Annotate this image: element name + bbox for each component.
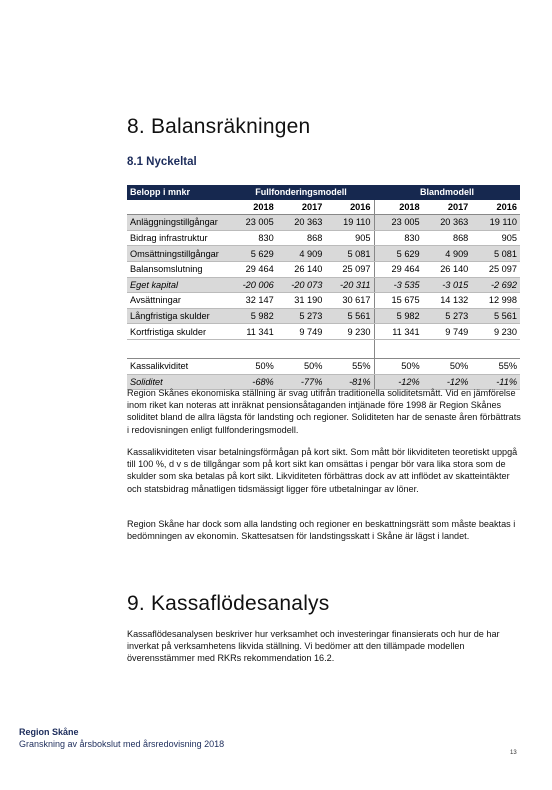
value-cell: -3 535 (374, 277, 423, 293)
value-cell: -20 006 (228, 277, 277, 293)
value-cell: -20 311 (325, 277, 374, 293)
row-label: Bidrag infrastruktur (127, 230, 228, 246)
row-label: Kassalikviditet (127, 358, 228, 374)
value-cell: 19 110 (325, 215, 374, 231)
group-header-blandmodell: Blandmodell (374, 185, 520, 200)
table-row (127, 230, 520, 246)
value-cell: 5 273 (277, 308, 326, 324)
value-cell: 50% (423, 358, 472, 374)
value-cell: 5 081 (471, 246, 520, 262)
spacer-cell (423, 339, 472, 358)
group-header-fullfondering: Fullfonderingsmodell (228, 185, 374, 200)
value-cell: 12 998 (471, 293, 520, 309)
value-cell: 55% (325, 358, 374, 374)
value-cell: 15 675 (374, 293, 423, 309)
row-label: Kortfristiga skulder (127, 324, 228, 340)
value-cell: 50% (228, 358, 277, 374)
value-cell: -68% (228, 374, 277, 390)
year-header-cell: 2018 (374, 200, 423, 215)
value-cell: 5 982 (228, 308, 277, 324)
year-header-cell: 2016 (471, 200, 520, 215)
spacer-cell (228, 339, 277, 358)
section-8-1-subtitle: 8.1 Nyckeltal (127, 156, 197, 168)
spacer-cell (374, 339, 423, 358)
year-header-row (127, 200, 520, 215)
table-row (127, 215, 520, 231)
value-cell: 19 110 (471, 215, 520, 231)
row-label: Omsättningstillgångar (127, 246, 228, 262)
value-cell: -12% (423, 374, 472, 390)
value-cell: 29 464 (374, 261, 423, 277)
value-cell: 14 132 (423, 293, 472, 309)
row-label: Långfristiga skulder (127, 308, 228, 324)
value-cell: 4 909 (277, 246, 326, 262)
table-row (127, 358, 520, 374)
year-header-cell: 2017 (277, 200, 326, 215)
year-header-cell: 2016 (325, 200, 374, 215)
footer-organization: Region Skåne (19, 727, 79, 737)
value-cell: 5 273 (423, 308, 472, 324)
table-row (127, 277, 520, 293)
value-cell: 9 749 (423, 324, 472, 340)
value-cell: 50% (277, 358, 326, 374)
table-header-row (127, 185, 520, 200)
table-row (127, 246, 520, 262)
paragraph-beskattningsratt: Region Skåne har dock som alla landsting och regioner en beskattningsrätt som måste beaktas i bedömningen av ekonomin. Skattesatsen för landstingsskatt i Skåne är lägst i landet. (127, 519, 516, 542)
value-cell: 26 140 (277, 261, 326, 277)
value-cell: -77% (277, 374, 326, 390)
value-cell: 830 (228, 230, 277, 246)
value-cell: 9 230 (471, 324, 520, 340)
value-cell: -2 692 (471, 277, 520, 293)
paragraph-kassafloden: Kassaflödesanalysen beskriver hur verksamhet och investeringar finansierats och hur de har inverkat på verksamhetens likvida ställning. Vi bedömer att den tillämpade modellen överensstämmer med RKRs rekommendation 16.2. (127, 629, 500, 664)
spacer-cell (325, 339, 374, 358)
value-cell: 4 909 (423, 246, 472, 262)
value-cell: 5 561 (471, 308, 520, 324)
table-row (127, 261, 520, 277)
value-cell: 23 005 (374, 215, 423, 231)
spacer-cell (471, 339, 520, 358)
value-cell: 23 005 (228, 215, 277, 231)
row-label: Soliditet (127, 374, 228, 390)
value-cell: 11 341 (374, 324, 423, 340)
value-cell: -81% (325, 374, 374, 390)
footer-report-title: Granskning av årsbokslut med årsredovisning 2018 (19, 739, 225, 749)
value-cell: 5 629 (374, 246, 423, 262)
value-cell: 11 341 (228, 324, 277, 340)
value-cell: 9 749 (277, 324, 326, 340)
table-row (127, 308, 520, 324)
value-cell: 20 363 (277, 215, 326, 231)
value-cell: -12% (374, 374, 423, 390)
value-cell: 29 464 (228, 261, 277, 277)
page-number: 13 (510, 750, 517, 756)
spacer-cell (277, 339, 326, 358)
year-header-cell: 2017 (423, 200, 472, 215)
value-cell: 32 147 (228, 293, 277, 309)
value-cell: 5 561 (325, 308, 374, 324)
row-label: Eget kapital (127, 277, 228, 293)
value-cell: 55% (471, 358, 520, 374)
value-cell: 20 363 (423, 215, 472, 231)
value-cell: 5 081 (325, 246, 374, 262)
key-figures-table (127, 185, 520, 390)
table-spacer-row (127, 339, 520, 358)
value-cell: -20 073 (277, 277, 326, 293)
row-label: Avsättningar (127, 293, 228, 309)
spacer-cell (127, 339, 228, 358)
value-cell: 905 (471, 230, 520, 246)
value-cell: 30 617 (325, 293, 374, 309)
value-cell: 31 190 (277, 293, 326, 309)
table-row (127, 293, 520, 309)
value-cell: 5 629 (228, 246, 277, 262)
row-label: Balansomslutning (127, 261, 228, 277)
value-cell: 50% (374, 358, 423, 374)
year-header-empty (127, 200, 228, 215)
value-cell: 25 097 (325, 261, 374, 277)
value-cell: 9 230 (325, 324, 374, 340)
value-cell: 868 (277, 230, 326, 246)
unit-label: Belopp i mnkr (127, 185, 228, 200)
value-cell: 26 140 (423, 261, 472, 277)
year-header-cell: 2018 (228, 200, 277, 215)
value-cell: -3 015 (423, 277, 472, 293)
value-cell: 5 982 (374, 308, 423, 324)
value-cell: 868 (423, 230, 472, 246)
value-cell: 905 (325, 230, 374, 246)
paragraph-soliditet: Region Skånes ekonomiska ställning är svag utifrån traditionella soliditetsmått. Vid en jämförelse inom riket kan noteras att inräknat pensionsåtaganden intjänade före 1998 är Region Skånes soliditet bland de allra lägsta för landsting och regioner. Soliditeten har de senaste åren förbättrats i redovisningen enligt fullfonderingsmodell. (127, 388, 521, 435)
value-cell: -11% (471, 374, 520, 390)
table-row (127, 324, 520, 340)
table-body (127, 215, 520, 390)
paragraph-kassalikviditet: Kassalikviditeten visar betalningsförmågan på kort sikt. Som mått bör likviditeten teoretiskt uppgå till 100 %, d v s de tillgångar som på kort sikt kan omsättas i pengar bör vara lika stora som de skulder som ska betalas på kort sikt. Likviditeten förbättras dock av att inflödet av skatteintäkter och statsbidrag månatligen tidsmässigt ligger före utbetalningar av löner. (127, 447, 518, 494)
section-8-title: 8. Balansräkningen (127, 115, 311, 138)
value-cell: 25 097 (471, 261, 520, 277)
value-cell: 830 (374, 230, 423, 246)
row-label: Anläggningstillgångar (127, 215, 228, 231)
section-9-title: 9. Kassaflödesanalys (127, 592, 330, 615)
